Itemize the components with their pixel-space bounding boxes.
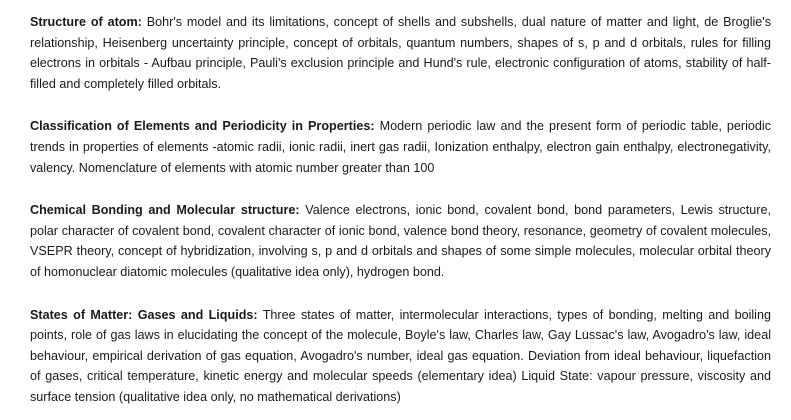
section-body: Bohr's model and its limitations, concept of shells and subshells, dual nature of matter and light, de Broglie's relationship, Heisenberg uncertainty principle, concept of orbitals, quantum numbers, shapes of s, p and d orbitals, rules for filling electrons in orbitals - Aufbau principle, Pauli's exclusion principle and Hund's rule, electronic configuration of atoms, stability of half-filled and completely filled orbitals. [30, 15, 771, 91]
section-body: Valence electrons, ionic bond, covalent bond, bond parameters, Lewis structure, polar character of covalent bond, covalent character of ionic bond, valence bond theory, resonance, geometry of covalent molecules, VSEPR theory, concept of hybridization, involving s, p and d orbitals and shapes of some simple molecules, molecular orbital theory of homonuclear diatomic molecules (qualitative idea only), hydrogen bond. [30, 203, 772, 279]
section-body: Three states of matter, intermolecular interactions, types of bonding, melting and boiling points, role of gas laws in elucidating the concept of the molecule, Boyle's law, Charles law, Gay Lussac's law, Avogadro's law, ideal behaviour, empirical derivation of gas equation, Avogadro's number, ideal gas equation. Deviation from ideal behaviour, liquefaction of gases, critical temperature, kinetic energy and molecular speeds (elementary idea) Liquid State: vapour pressure, viscosity and surface tension (qualitative idea only, no mathematical derivations) [30, 307, 771, 404]
section-body: Modern periodic law and the present form of periodic table, periodic trends in properties of elements -atomic radii, ionic radii, inert gas radii, Ionization enthalpy, electron gain enthalpy, electronegativity, valency. Nomenclature of elements with atomic number greater than 100 [30, 119, 772, 175]
section-heading: Classification of Elements and Periodicity in Properties: [30, 119, 375, 134]
section-states-of-matter [30, 305, 771, 408]
section-classification-of-elements [30, 116, 771, 178]
section-structure-of-atom [30, 12, 771, 94]
section-heading: States of Matter: Gases and Liquids: [30, 307, 258, 322]
section-heading: Chemical Bonding and Molecular structure: [30, 203, 300, 218]
section-chemical-bonding [30, 200, 771, 282]
section-heading: Structure of atom: [30, 15, 142, 29]
